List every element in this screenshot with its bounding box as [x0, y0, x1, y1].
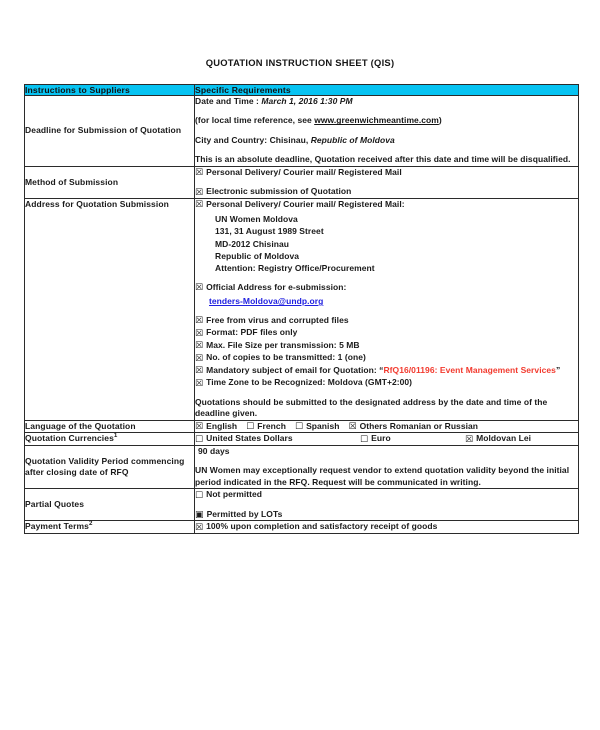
currency-option-mdl[interactable]: [465, 433, 531, 445]
address-rule-format-label: Format: PDF files only: [206, 327, 298, 338]
deadline-timeref-line: [195, 115, 578, 126]
email-address-link[interactable]: tenders-Moldova@undp.org: [209, 296, 324, 307]
row-label-payment-terms: [25, 521, 195, 534]
currency-option-usd[interactable]: [195, 433, 360, 445]
table-row-validity-period: [25, 445, 579, 488]
address-email-line: [195, 296, 578, 307]
checkbox-checked-icon[interactable]: [195, 355, 203, 364]
checkbox-checked-icon[interactable]: [195, 317, 203, 326]
city-value: Chisinau,: [269, 134, 309, 145]
method-option-electronic-label: Electronic submission of Quotation: [206, 186, 352, 197]
partial-quotes-option-not-permitted-label: Not permitted: [206, 489, 263, 499]
address-rule-timezone[interactable]: [195, 377, 578, 389]
postal-address-block: [195, 213, 578, 273]
validity-period-value: 90 days: [198, 445, 230, 456]
partial-quotes-option-by-lots-label: Permitted by LOTs: [206, 508, 283, 519]
address-rule-copies-label: No. of copies to be transmitted: 1 (one): [206, 352, 366, 363]
row-label-validity-period: Quotation Validity Period commencing after closing date of RFQ: [25, 445, 195, 488]
timeref-prefix: (for local time reference, see: [195, 115, 315, 126]
table-row-deadline: [25, 96, 579, 167]
address-rule-subject-suffix: ”: [555, 364, 561, 375]
deadline-absolute-note: This is an absolute deadline, Quotation received after this date and time will be disqualified.: [195, 154, 571, 165]
deadline-city-line: [195, 135, 578, 146]
address-rule-copies[interactable]: [195, 352, 578, 364]
row-label-method-of-submission: Method of Submission: [25, 166, 195, 198]
checkbox-checked-icon[interactable]: [465, 436, 473, 445]
currency-option-eur-label: Euro: [371, 433, 391, 444]
postal-line-attention: Attention: Registry Office/Procurement: [215, 262, 375, 273]
postal-line-street: 131, 31 August 1989 Street: [215, 226, 324, 237]
checkbox-checked-icon[interactable]: [195, 189, 203, 198]
deadline-date-value: March 1, 2016 1:30 PM: [261, 96, 353, 106]
language-option-english-label: English: [206, 420, 238, 431]
address-rule-subject[interactable]: [195, 365, 578, 377]
checkbox-checked-icon[interactable]: [195, 380, 203, 389]
address-rule-subject-prefix: Mandatory subject of email for Quotation: “: [206, 364, 384, 375]
currencies-footnote-marker: 1: [113, 432, 118, 440]
language-option-french-label: French: [257, 420, 286, 431]
method-option-postal-label: Personal Delivery/ Courier mail/ Registered Mail: [206, 166, 402, 177]
language-option-english[interactable]: [195, 421, 237, 433]
address-postal-heading-label: Personal Delivery/ Courier mail/ Registered Mail:: [206, 198, 405, 209]
address-rule-filesize-label: Max. File Size per transmission: 5 MB: [206, 339, 360, 350]
city-label: City and Country:: [195, 134, 268, 145]
row-content-address: [195, 198, 579, 420]
address-rule-timezone-label: Time Zone to be Recognized: Moldova (GMT+2:00): [206, 377, 413, 388]
language-option-others[interactable]: [348, 421, 478, 433]
checkbox-checked-icon[interactable]: [195, 524, 203, 533]
timeref-suffix: ): [438, 115, 442, 126]
deadline-datetime-line: [195, 96, 578, 107]
row-label-partial-quotes: Partial Quotes: [25, 489, 195, 521]
table-row-partial-quotes: [25, 489, 579, 521]
greenwich-mean-time-link[interactable]: www.greenwichmeantime.com: [314, 115, 439, 126]
payment-terms-footnote-marker: 2: [88, 520, 93, 528]
currency-option-mdl-label: Moldovan Lei: [476, 433, 532, 444]
country-value: Republic of Moldova: [310, 134, 395, 145]
postal-line-country: Republic of Moldova: [215, 250, 300, 261]
checkbox-unchecked-icon[interactable]: [295, 423, 303, 432]
deadline-date-label: Date and Time :: [195, 96, 259, 106]
header-specific-requirements: Specific Requirements: [195, 85, 579, 96]
row-label-currencies-text: Quotation Currencies: [25, 433, 114, 444]
address-rule-virus[interactable]: [195, 315, 578, 327]
row-content-partial-quotes: [195, 489, 579, 521]
quotation-instruction-table: [24, 84, 579, 534]
currency-option-eur[interactable]: [360, 433, 465, 445]
row-label-language: Language of the Quotation: [25, 420, 195, 433]
language-option-spanish-label: Spanish: [306, 420, 340, 431]
checkbox-unchecked-icon[interactable]: [360, 436, 368, 445]
row-content-validity-period: [195, 445, 579, 488]
currency-options: [195, 433, 578, 445]
table-row-method-of-submission: [25, 166, 579, 198]
table-row-address: [25, 198, 579, 420]
validity-period-note: UN Women may exceptionally request vendor to extend quotation validity beyond the initial period indicated in the RFQ. Request will be communicated in writing.: [195, 465, 570, 487]
row-content-currencies: [195, 433, 579, 446]
checkbox-checked-icon[interactable]: [195, 367, 203, 376]
row-label-address: Address for Quotation Submission: [25, 198, 195, 420]
checkbox-checked-icon[interactable]: [348, 423, 356, 432]
row-label-payment-terms-text: Payment Terms: [25, 521, 89, 532]
language-option-others-label: Others Romanian or Russian: [359, 420, 479, 431]
address-rule-virus-label: Free from virus and corrupted files: [206, 314, 349, 325]
checkbox-unchecked-icon[interactable]: [246, 423, 254, 432]
postal-line-city: MD-2012 Chisinau: [215, 238, 290, 249]
row-label-deadline: Deadline for Submission of Quotation: [25, 96, 195, 167]
payment-terms-option-100-percent[interactable]: [195, 521, 578, 533]
language-option-spanish[interactable]: [295, 421, 340, 433]
table-row-currencies: [25, 433, 579, 446]
address-rule-format[interactable]: [195, 327, 578, 339]
row-content-payment-terms: [195, 521, 579, 534]
checkbox-checked-icon[interactable]: [195, 342, 203, 351]
payment-terms-option-100-percent-label: 100% upon completion and satisfactory receipt of goods: [206, 521, 438, 531]
partial-quotes-option-not-permitted[interactable]: [195, 489, 578, 501]
address-rule-subject-value: RfQ16/01196: Event Management Services: [383, 364, 556, 375]
address-closing-note: Quotations should be submitted to the designated address by the date and time of the deadline given.: [195, 396, 548, 419]
method-option-postal[interactable]: [195, 167, 578, 179]
address-postal-heading[interactable]: [195, 199, 578, 211]
row-content-language: [195, 420, 579, 433]
row-content-method-of-submission: [195, 166, 579, 198]
checkbox-checked-icon[interactable]: [195, 330, 203, 339]
checkbox-checked-icon[interactable]: [195, 284, 203, 293]
language-options: [195, 421, 578, 433]
table-row-language: [25, 420, 579, 433]
page-title: QUOTATION INSTRUCTION SHEET (QIS): [205, 57, 395, 68]
row-label-currencies: [25, 433, 195, 446]
method-option-electronic[interactable]: [195, 186, 578, 198]
address-rules-list: [195, 315, 578, 389]
table-header-row: [25, 85, 579, 96]
checkbox-filled-icon[interactable]: [195, 511, 204, 520]
address-email-heading[interactable]: [195, 282, 578, 294]
address-rule-filesize[interactable]: [195, 340, 578, 352]
postal-line-org: UN Women Moldova: [215, 214, 298, 225]
currency-option-usd-label: United States Dollars: [206, 433, 293, 444]
header-instructions-to-suppliers: Instructions to Suppliers: [25, 85, 195, 96]
table-row-payment-terms: [25, 521, 579, 534]
address-email-heading-label: Official Address for e-submission:: [206, 281, 347, 292]
checkbox-unchecked-icon[interactable]: [195, 492, 203, 501]
checkbox-checked-icon[interactable]: [195, 201, 203, 210]
checkbox-checked-icon[interactable]: [195, 169, 203, 178]
row-content-deadline: [195, 96, 579, 167]
checkbox-unchecked-icon[interactable]: [195, 436, 203, 445]
checkbox-checked-icon[interactable]: [195, 423, 203, 432]
partial-quotes-option-by-lots[interactable]: [195, 509, 578, 521]
language-option-french[interactable]: [246, 421, 286, 433]
